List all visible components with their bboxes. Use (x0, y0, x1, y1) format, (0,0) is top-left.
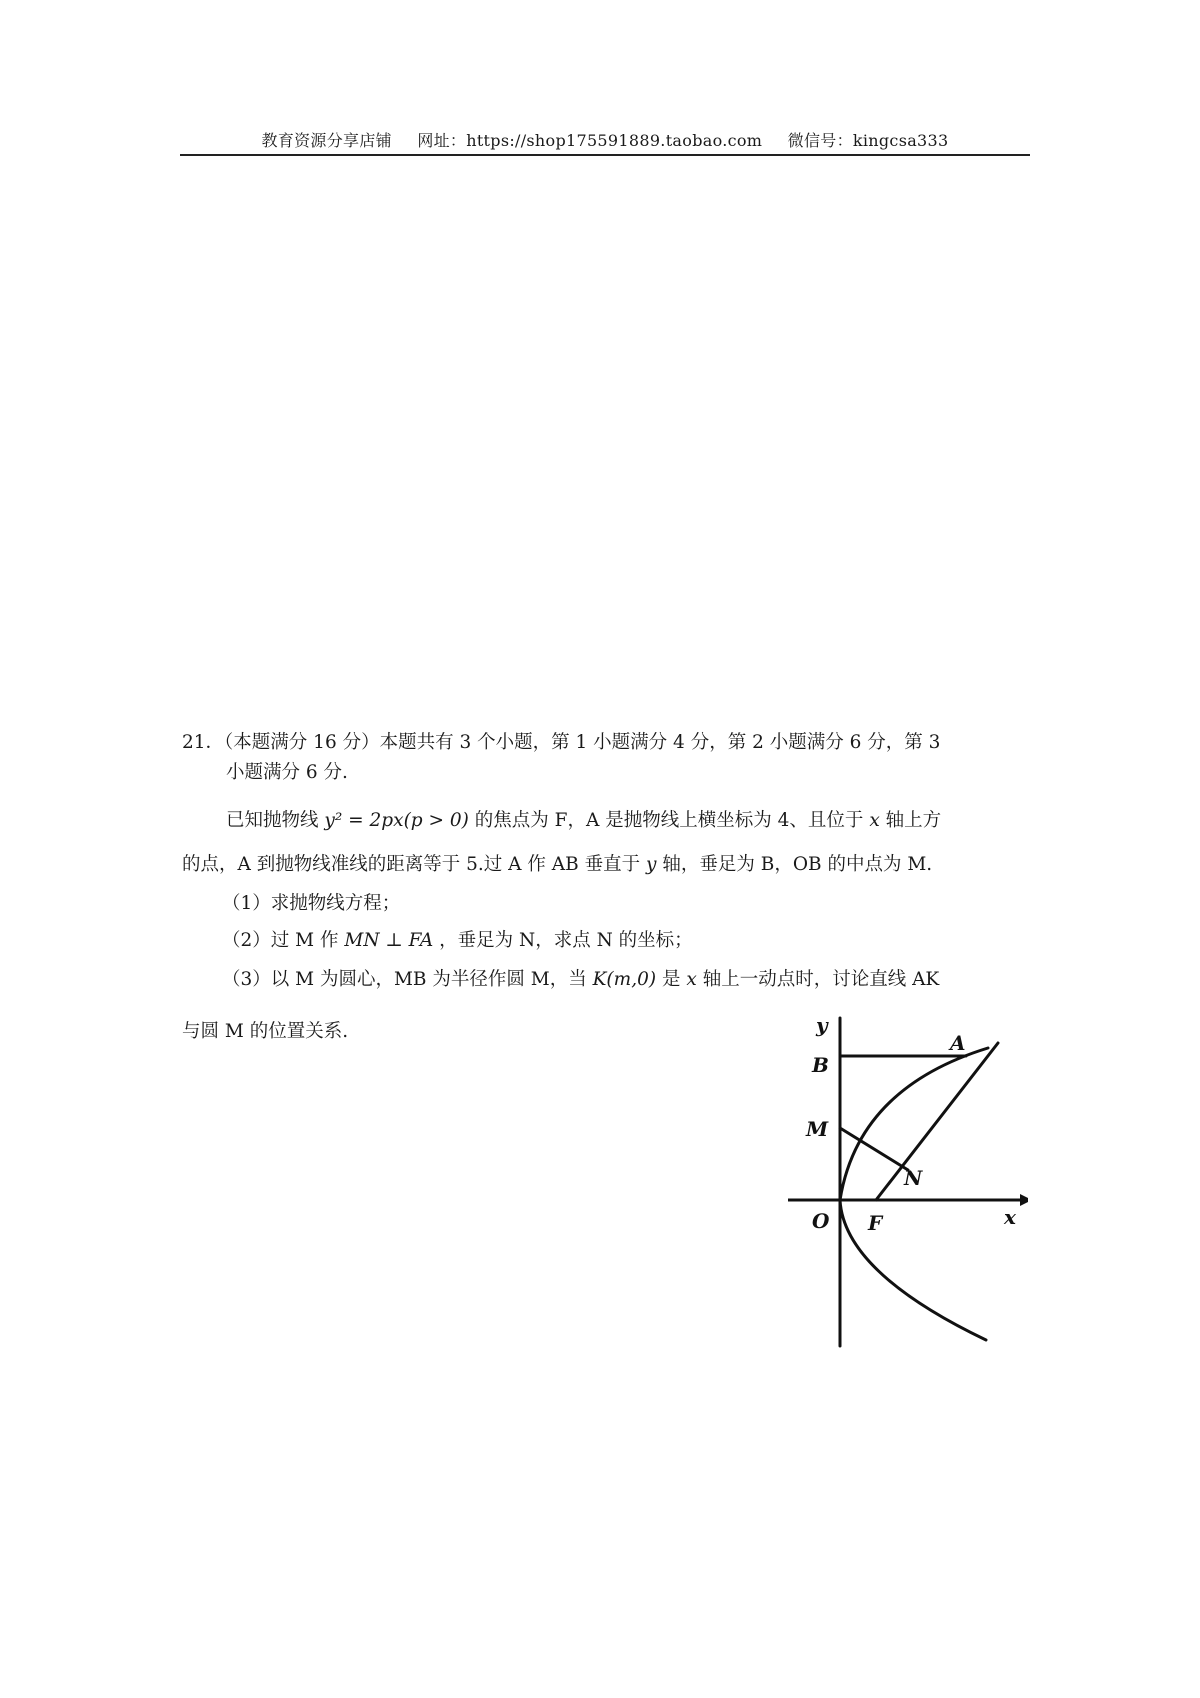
parabola-figure (788, 1010, 1028, 1350)
question-1: （1）求抛物线方程； (222, 893, 401, 914)
point-k-expression: K(m,0) (592, 969, 657, 990)
problem-stem-line1: 已知抛物线 y² = 2px(p > 0) 的焦点为 F，A 是抛物线上横坐标为 4、且位于 x 轴上方 (226, 810, 942, 831)
label-a: A (950, 1031, 966, 1055)
label-f: F (868, 1211, 883, 1235)
problem-number: 21． (182, 732, 225, 753)
x-axis-arrow (1020, 1194, 1028, 1206)
problem-stem-line2: 的点，A 到抛物线准线的距离等于 5.过 A 作 AB 垂直于 y 轴，垂足为 B，OB 的中点为 M. (182, 854, 933, 875)
label-n: N (904, 1166, 923, 1190)
parabola-equation: y² = 2px(p > 0) (324, 810, 469, 831)
question-3-line2: 与圆 M 的位置关系. (182, 1021, 349, 1042)
label-o: O (812, 1209, 830, 1233)
problem-intro (182, 728, 1030, 788)
header-url: 网址：https://shop175591889.taobao.com (417, 131, 763, 150)
parabola-curve (840, 1048, 988, 1340)
header-divider (180, 154, 1030, 156)
label-m: M (806, 1117, 829, 1141)
problem-intro-line2: 小题满分 6 分. (226, 762, 348, 783)
header-shop: 教育资源分享店铺 (261, 131, 392, 150)
question-2: （2）过 M 作 MN ⊥ FA ，垂足为 N，求点 N 的坐标； (222, 930, 693, 951)
line-fa (876, 1043, 998, 1200)
label-x: x (1004, 1205, 1016, 1229)
label-y: y (816, 1013, 828, 1037)
problem-intro-line1: 21．（本题满分 16 分）本题共有 3 个小题，第 1 小题满分 4 分，第 2 小题满分 6 分，第 3 (182, 732, 941, 753)
figure-svg (788, 1010, 1028, 1350)
header-wechat: 微信号：kingcsa333 (787, 131, 949, 150)
page-header (180, 128, 1030, 151)
perpendicular-expression: MN ⊥ FA (344, 930, 434, 951)
question-3-line1: （3）以 M 为圆心，MB 为半径作圆 M，当 K(m,0) 是 x 轴上一动点时，讨论直线 AK (222, 969, 940, 990)
label-b: B (812, 1053, 829, 1077)
